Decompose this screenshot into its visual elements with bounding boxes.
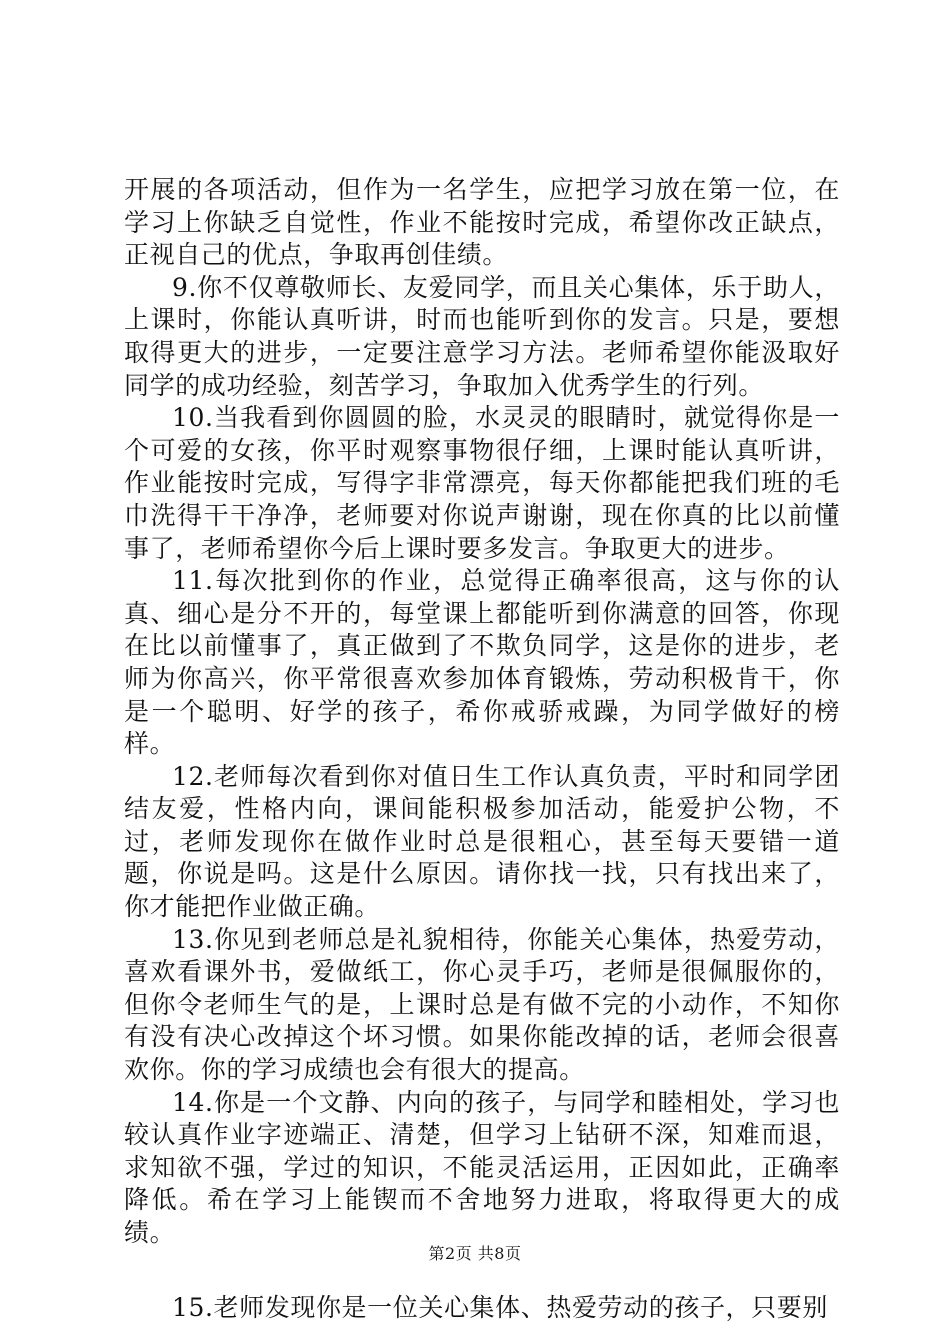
- document-body: [124, 174, 840, 1324]
- paragraph-comment-15: 15.老师发现你是一位关心集体、热爱劳动的孩子，只要别: [172, 1292, 828, 1322]
- paragraph-comment-10: 10.当我看到你圆圆的脸，水灵灵的眼睛时，就觉得你是一个可爱的女孩，你平时观察事物很仔细，上课时能认真听讲，作业能按时完成，写得字非常漂亮，每天你都能把我们班的毛巾洗得干干净净，老师要对你说声谢谢，现在你真的比以前懂事了，老师希望你今后上课时要多发言。争取更大的进步。: [124, 403, 840, 563]
- paragraph-comment-12: 12.老师每次看到你对值日生工作认真负责，平时和同学团结友爱，性格内向，课间能积极参加活动，能爱护公物，不过，老师发现你在做作业时总是很粗心，甚至每天要错一道题，你说是吗。这是什么原因。请你找一找，只有找出来了，你才能把作业做正确。: [124, 761, 840, 922]
- page-footer: [0, 1244, 950, 1264]
- paragraph-continuation: 开展的各项活动，但作为一名学生，应把学习放在第一位，在学习上你缺乏自觉性，作业不能按时完成，希望你改正缺点，正视自己的优点，争取再创佳绩。: [124, 175, 840, 270]
- paragraph-comment-11: 11.每次批到你的作业，总觉得正确率很高，这与你的认真、细心是分不开的，每堂课上都能听到你满意的回答，你现在比以前懂事了，真正做到了不欺负同学，这是你的进步，老师为你高兴，你平常很喜欢参加体育锻炼，劳动积极肯干，你是一个聪明、好学的孩子，希你戒骄戒躁，为同学做好的榜样。: [124, 566, 840, 759]
- page-number-label: 第2页 共8页: [428, 1244, 522, 1263]
- paragraph-comment-14: 14.你是一个文静、内向的孩子，与同学和睦相处，学习也较认真作业字迹端正、清楚，但学习上钻研不深，知难而退，求知欲不强，学过的知识，不能灵活运用，正因如此，正确率降低。希在学习上能锲而不舍地努力进取，将取得更大的成绩。: [124, 1087, 840, 1247]
- paragraph-comment-9: 9.你不仅尊敬师长、友爱同学，而且关心集体，乐于助人，上课时，你能认真听讲，时而也能听到你的发言。只是，要想取得更大的进步，一定要注意学习方法。老师希望你能汲取好同学的成功经验，刻苦学习，争取加入优秀学生的行列。: [124, 272, 840, 400]
- paragraph-comment-13: 13.你见到老师总是礼貌相待，你能关心集体，热爱劳动，喜欢看课外书，爱做纸工，你心灵手巧，老师是很佩服你的，但你令老师生气的是，上课时总是有做不完的小动作，不知你有没有决心改掉这个坏习惯。如果你能改掉的话，老师会很喜欢你。你的学习成绩也会有很大的提高。: [124, 924, 840, 1085]
